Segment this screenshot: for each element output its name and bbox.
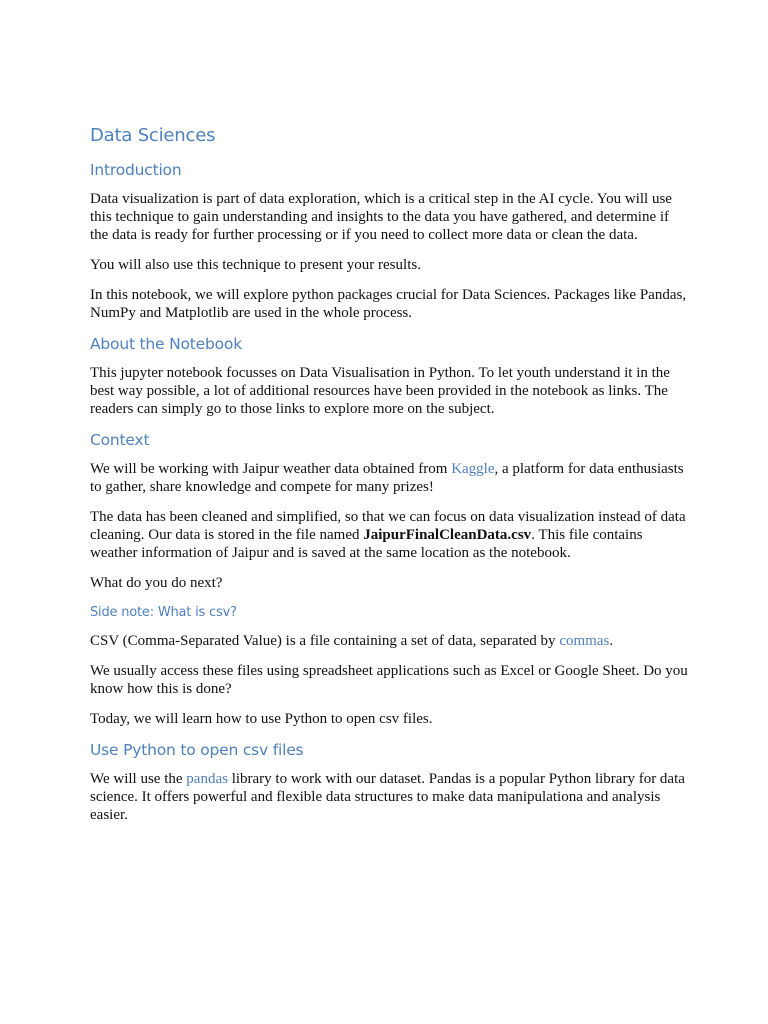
context-paragraph-1 — [90, 460, 690, 496]
heading-about-notebook: About the Notebook — [90, 335, 242, 353]
text-span: library to work with our dataset. Pandas is a popular Python library for data science. It offers powerful and flexible data structures to make data manipulationa and analysis easier. — [90, 771, 685, 823]
about-paragraph-1: This jupyter notebook focusses on Data Visualisation in Python. To let youth understand it in the best way possible, a lot of additional resources have been provided in the notebook as links. The readers can simply go to those links to explore more on the subject. — [90, 365, 670, 417]
intro-paragraph-2: You will also use this technique to present your results. — [90, 257, 421, 273]
commas-link[interactable]: commas — [559, 633, 610, 649]
sidenote-paragraph-2: We usually access these files using spreadsheet applications such as Excel or Google Sheet. Do you know how this is done? — [90, 663, 688, 697]
sidenote-paragraph-1 — [90, 632, 690, 650]
context-paragraph-2 — [90, 508, 690, 562]
python-paragraph-1 — [90, 770, 690, 824]
kaggle-link[interactable]: Kaggle — [451, 461, 495, 477]
heading-context: Context — [90, 431, 150, 449]
filename-bold: JaipurFinalCleanData.csv — [363, 527, 532, 543]
document-page — [90, 124, 690, 836]
pandas-link[interactable]: pandas — [186, 771, 228, 787]
text-span: . — [609, 633, 614, 649]
text-span: , a platform for data enthusiasts to gather, share knowledge and compete for many prizes! — [90, 461, 684, 495]
text-span: We will be working with Jaipur weather data obtained from — [90, 461, 452, 477]
heading-side-note: Side note: What is csv? — [90, 605, 237, 620]
doc-title: Data Sciences — [90, 125, 216, 146]
text-span: The data has been cleaned and simplified, so that we can focus on data visualization instead of data cleaning. Our data is stored in the file named — [90, 509, 686, 543]
heading-use-python: Use Python to open csv files — [90, 741, 304, 759]
intro-paragraph-1: Data visualization is part of data exploration, which is a critical step in the AI cycle. You will use this technique to gain understanding and insights to the data you have gathered, and determine if the data is ready for further processing or if you need to collect more data or clean the data. — [90, 191, 672, 243]
context-paragraph-3: What do you do next? — [90, 575, 223, 591]
text-span: CSV (Comma-Separated Value) is a file containing a set of data, separated by — [90, 633, 560, 649]
heading-introduction: Introduction — [90, 161, 182, 179]
sidenote-paragraph-3: Today, we will learn how to use Python to open csv files. — [90, 711, 433, 727]
text-span: We will use the — [90, 771, 187, 787]
text-span: . This file contains weather information of Jaipur and is saved at the same location as the notebook. — [90, 527, 643, 561]
intro-paragraph-3: In this notebook, we will explore python packages crucial for Data Sciences. Packages like Pandas, NumPy and Matplotlib are used in the whole process. — [90, 287, 687, 321]
